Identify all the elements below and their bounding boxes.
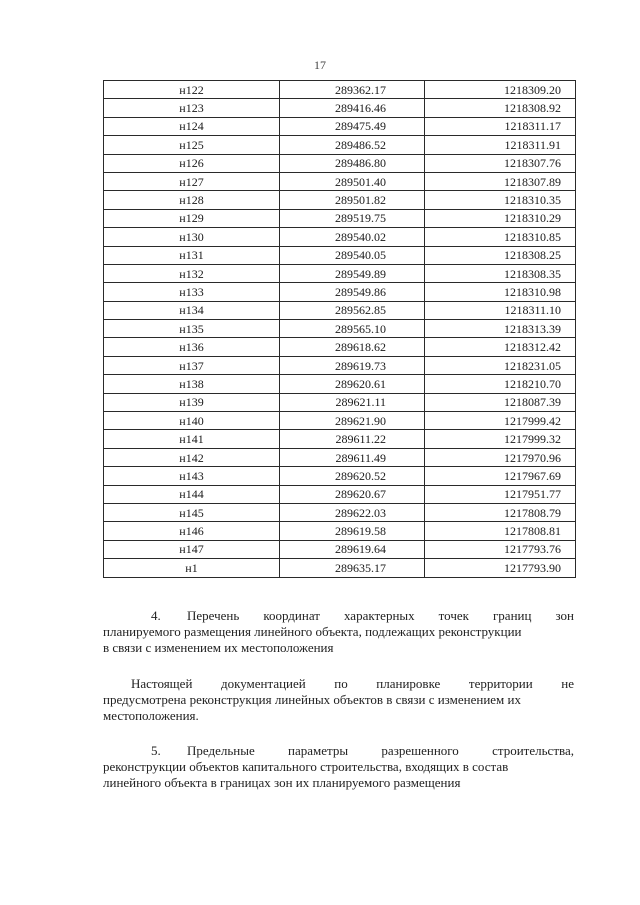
y-coordinate-cell: 1218308.25 — [425, 246, 576, 264]
table-row — [104, 430, 576, 448]
x-coordinate-cell: 289486.52 — [280, 136, 425, 154]
y-coordinate-cell: 1218307.89 — [425, 172, 576, 190]
section-4-line-3: в связи с изменением их местоположения — [103, 640, 334, 655]
x-coordinate-cell: 289362.17 — [280, 81, 425, 99]
table-row — [104, 246, 576, 264]
table-row — [104, 485, 576, 503]
table-row — [104, 81, 576, 99]
table-row — [104, 467, 576, 485]
x-coordinate-cell: 289620.61 — [280, 375, 425, 393]
point-id-cell: н130 — [104, 228, 280, 246]
point-id-cell: н122 — [104, 81, 280, 99]
x-coordinate-cell: 289611.22 — [280, 430, 425, 448]
x-coordinate-cell: 289618.62 — [280, 338, 425, 356]
x-coordinate-cell: 289565.10 — [280, 320, 425, 338]
table-row — [104, 412, 576, 430]
x-coordinate-cell: 289620.52 — [280, 467, 425, 485]
table-row — [104, 448, 576, 466]
y-coordinate-cell: 1218310.29 — [425, 209, 576, 227]
point-id-cell: н136 — [104, 338, 280, 356]
x-coordinate-cell: 289475.49 — [280, 117, 425, 135]
point-id-cell: н128 — [104, 191, 280, 209]
x-coordinate-cell: 289501.82 — [280, 191, 425, 209]
y-coordinate-cell: 1217808.79 — [425, 503, 576, 521]
x-coordinate-cell: 289620.67 — [280, 485, 425, 503]
point-id-cell: н137 — [104, 356, 280, 374]
table-row — [104, 301, 576, 319]
section-5-line-3: линейного объекта в границах зон их планируемого размещения — [103, 775, 461, 790]
x-coordinate-cell: 289621.90 — [280, 412, 425, 430]
y-coordinate-cell: 1218308.35 — [425, 264, 576, 282]
point-id-cell: н127 — [104, 172, 280, 190]
y-coordinate-cell: 1218310.98 — [425, 283, 576, 301]
table-row — [104, 99, 576, 117]
y-coordinate-cell: 1218311.10 — [425, 301, 576, 319]
table-row — [104, 503, 576, 521]
y-coordinate-cell: 1217793.90 — [425, 559, 576, 577]
table-row — [104, 136, 576, 154]
coordinates-table-body — [104, 81, 576, 578]
section-4-line-1 — [103, 608, 574, 624]
table-row — [104, 154, 576, 172]
x-coordinate-cell: 289619.73 — [280, 356, 425, 374]
y-coordinate-cell: 1217999.32 — [425, 430, 576, 448]
table-row — [104, 375, 576, 393]
point-id-cell: н146 — [104, 522, 280, 540]
note-paragraph — [103, 676, 574, 724]
y-coordinate-cell: 1217999.42 — [425, 412, 576, 430]
table-row — [104, 320, 576, 338]
point-id-cell: н124 — [104, 117, 280, 135]
point-id-cell: н131 — [104, 246, 280, 264]
point-id-cell: н125 — [104, 136, 280, 154]
note-line-2: предусмотрена реконструкция линейных объектов в связи с изменением их — [103, 692, 521, 707]
point-id-cell: н126 — [104, 154, 280, 172]
y-coordinate-cell: 1218307.76 — [425, 154, 576, 172]
y-coordinate-cell: 1218310.35 — [425, 191, 576, 209]
y-coordinate-cell: 1217970.96 — [425, 448, 576, 466]
x-coordinate-cell: 289635.17 — [280, 559, 425, 577]
table-row — [104, 522, 576, 540]
section-5-number: 5. — [151, 743, 161, 758]
point-id-cell: н132 — [104, 264, 280, 282]
point-id-cell: н134 — [104, 301, 280, 319]
note-line-1: Настоящей документацией по планировке территории не — [131, 676, 574, 691]
y-coordinate-cell: 1217808.81 — [425, 522, 576, 540]
table-row — [104, 356, 576, 374]
section-4-number: 4. — [151, 608, 161, 623]
section-5-heading — [103, 743, 574, 791]
table-row — [104, 264, 576, 282]
y-coordinate-cell: 1218311.91 — [425, 136, 576, 154]
point-id-cell: н138 — [104, 375, 280, 393]
point-id-cell: н140 — [104, 412, 280, 430]
table-row — [104, 209, 576, 227]
table-row — [104, 540, 576, 558]
x-coordinate-cell: 289619.64 — [280, 540, 425, 558]
x-coordinate-cell: 289611.49 — [280, 448, 425, 466]
point-id-cell: н143 — [104, 467, 280, 485]
x-coordinate-cell: 289549.89 — [280, 264, 425, 282]
y-coordinate-cell: 1218309.20 — [425, 81, 576, 99]
section-5-line-1-text: Предельные параметры разрешенного строительства, — [187, 743, 574, 758]
point-id-cell: н145 — [104, 503, 280, 521]
x-coordinate-cell: 289622.03 — [280, 503, 425, 521]
section-4-line-2: планируемого размещения линейного объекта, подлежащих реконструкции — [103, 624, 522, 639]
point-id-cell: н123 — [104, 99, 280, 117]
point-id-cell: н135 — [104, 320, 280, 338]
point-id-cell: н142 — [104, 448, 280, 466]
y-coordinate-cell: 1218313.39 — [425, 320, 576, 338]
point-id-cell: н139 — [104, 393, 280, 411]
point-id-cell: н141 — [104, 430, 280, 448]
x-coordinate-cell: 289549.86 — [280, 283, 425, 301]
y-coordinate-cell: 1218311.17 — [425, 117, 576, 135]
table-row — [104, 191, 576, 209]
table-row — [104, 117, 576, 135]
table-row — [104, 338, 576, 356]
point-id-cell: н147 — [104, 540, 280, 558]
section-4-heading — [103, 608, 574, 656]
y-coordinate-cell: 1218308.92 — [425, 99, 576, 117]
table-row — [104, 393, 576, 411]
x-coordinate-cell: 289501.40 — [280, 172, 425, 190]
x-coordinate-cell: 289619.58 — [280, 522, 425, 540]
y-coordinate-cell: 1218087.39 — [425, 393, 576, 411]
y-coordinate-cell: 1217967.69 — [425, 467, 576, 485]
point-id-cell: н129 — [104, 209, 280, 227]
y-coordinate-cell: 1218312.42 — [425, 338, 576, 356]
x-coordinate-cell: 289486.80 — [280, 154, 425, 172]
x-coordinate-cell: 289562.85 — [280, 301, 425, 319]
point-id-cell: н1 — [104, 559, 280, 577]
y-coordinate-cell: 1218310.85 — [425, 228, 576, 246]
note-line-3: местоположения. — [103, 708, 199, 723]
table-row — [104, 172, 576, 190]
section-5-line-1 — [103, 743, 574, 759]
point-id-cell: н144 — [104, 485, 280, 503]
x-coordinate-cell: 289540.02 — [280, 228, 425, 246]
y-coordinate-cell: 1217951.77 — [425, 485, 576, 503]
y-coordinate-cell: 1218210.70 — [425, 375, 576, 393]
page-number: 17 — [314, 58, 326, 72]
section-4-line-1-text: Перечень координат характерных точек границ зон — [187, 608, 574, 623]
table-row — [104, 559, 576, 577]
section-5-line-2: реконструкции объектов капитального строительства, входящих в состав — [103, 759, 509, 774]
y-coordinate-cell: 1217793.76 — [425, 540, 576, 558]
x-coordinate-cell: 289519.75 — [280, 209, 425, 227]
table-row — [104, 228, 576, 246]
x-coordinate-cell: 289540.05 — [280, 246, 425, 264]
y-coordinate-cell: 1218231.05 — [425, 356, 576, 374]
x-coordinate-cell: 289621.11 — [280, 393, 425, 411]
table-row — [104, 283, 576, 301]
point-id-cell: н133 — [104, 283, 280, 301]
coordinates-table — [103, 80, 576, 578]
x-coordinate-cell: 289416.46 — [280, 99, 425, 117]
